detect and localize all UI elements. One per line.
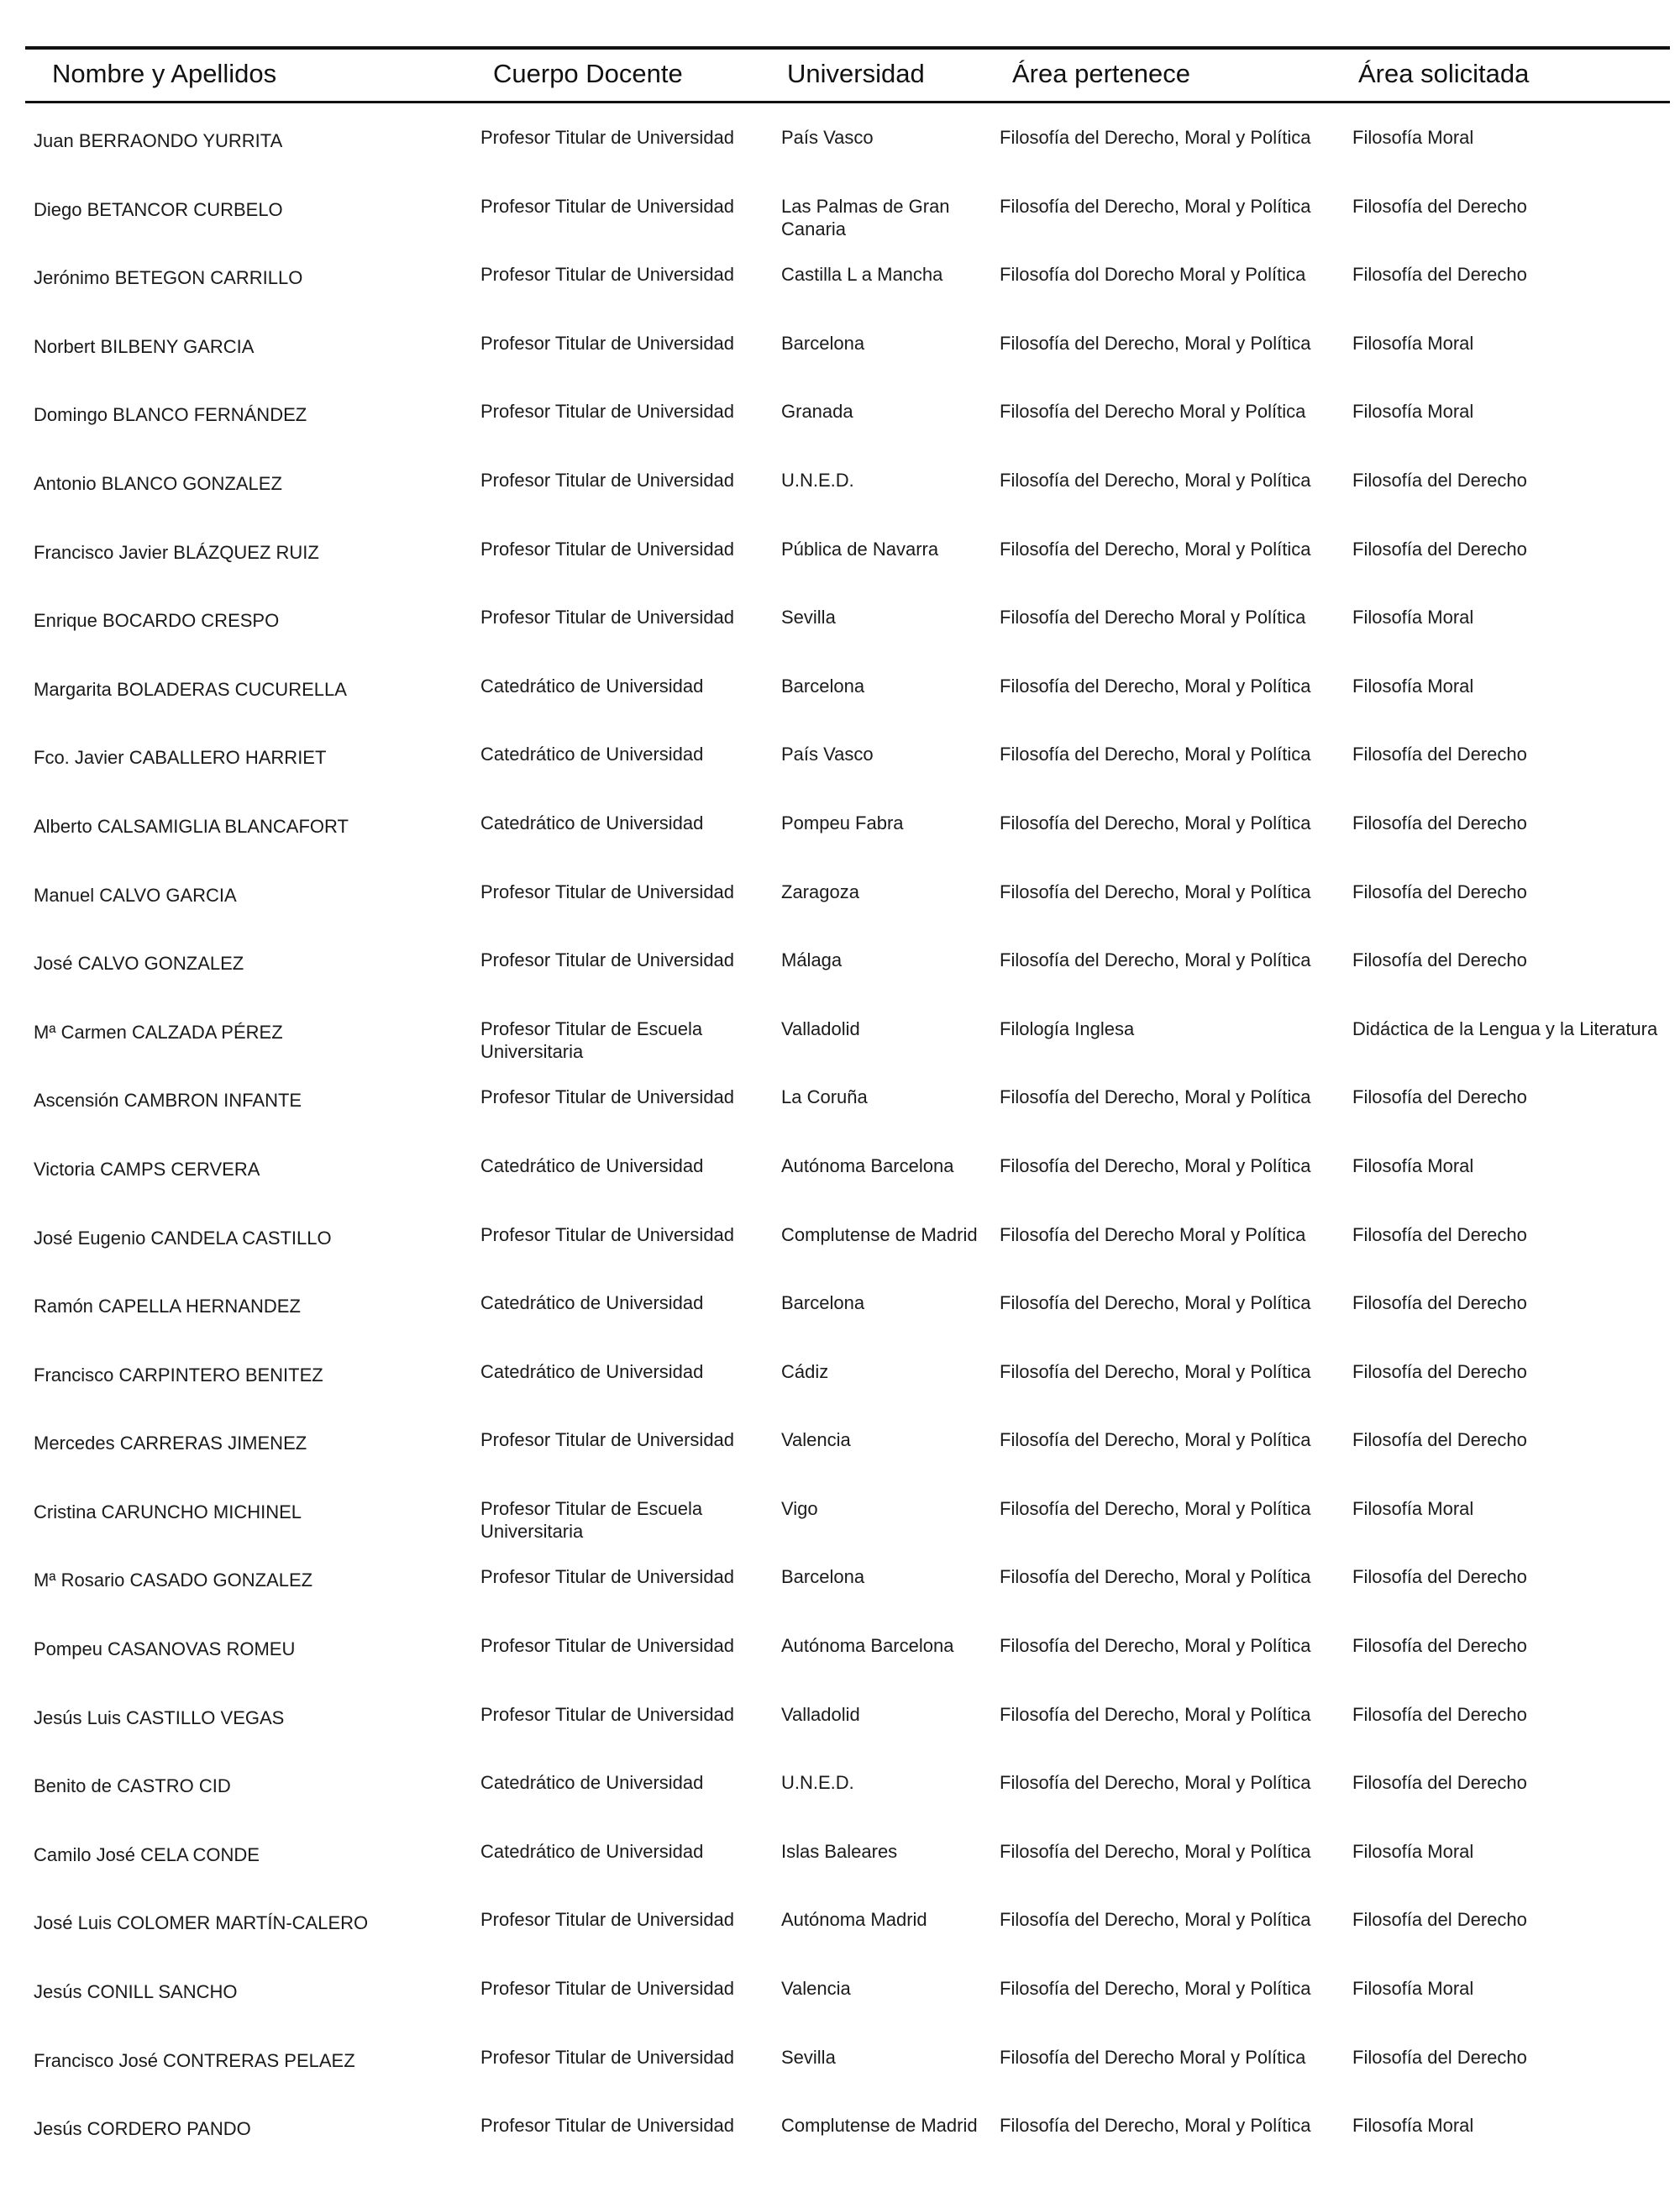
- table-row: [0, 1634, 1680, 1703]
- cell-universidad: Valladolid: [781, 1703, 860, 1725]
- cell-area-solicitada: Filosofía Moral: [1352, 401, 1474, 423]
- header-universidad: Universidad: [787, 59, 925, 88]
- cell-area-solicitada: Filosofía Moral: [1352, 607, 1474, 628]
- cell-area-pertenece: Filosofía del Derecho, Moral y Política: [1000, 1429, 1311, 1451]
- cell-cuerpo: Profesor Titular de Universidad: [480, 1086, 735, 1108]
- table-row: [0, 1771, 1680, 1840]
- table-header: [0, 52, 1680, 98]
- table-row: [0, 195, 1680, 264]
- cell-cuerpo: Profesor Titular de Escuela Universitaria: [480, 1497, 703, 1542]
- cell-area-solicitada: Filosofía del Derecho: [1352, 1223, 1527, 1245]
- cell-cuerpo: Profesor Titular de Universidad: [480, 264, 735, 286]
- cell-area-pertenece: Filosofía del Derecho, Moral y Política: [1000, 1360, 1311, 1382]
- cell-area-solicitada: Filosofía del Derecho: [1352, 1360, 1527, 1382]
- table-row: [0, 1154, 1680, 1223]
- cell-universidad: Sevilla: [781, 607, 836, 628]
- cell-cuerpo: Catedrático de Universidad: [480, 1292, 704, 1314]
- cell-cuerpo: Profesor Titular de Universidad: [480, 1909, 735, 1931]
- cell-area-solicitada: Filosofía del Derecho: [1352, 264, 1527, 286]
- cell-cuerpo: Catedrático de Universidad: [480, 744, 704, 765]
- cell-universidad: Valladolid: [781, 1017, 860, 1039]
- cell-nombre: Victoria CAMPS CERVERA: [34, 1158, 260, 1180]
- cell-cuerpo: Profesor Titular de Universidad: [480, 607, 735, 628]
- table-row: [0, 743, 1680, 812]
- cell-universidad: País Vasco: [781, 744, 874, 765]
- cell-universidad: Valencia: [781, 1978, 851, 2000]
- cell-nombre: Antonio BLANCO GONZALEZ: [34, 472, 282, 494]
- cell-nombre: Domingo BLANCO FERNÁNDEZ: [34, 404, 307, 426]
- table-row: [0, 538, 1680, 607]
- table-row: [0, 332, 1680, 401]
- table-row: [0, 1086, 1680, 1154]
- cell-area-solicitada: Filosofía del Derecho: [1352, 1292, 1527, 1314]
- cell-nombre: Ramón CAPELLA HERNANDEZ: [34, 1296, 301, 1317]
- cell-nombre: Norbert BILBENY GARCIA: [34, 335, 255, 357]
- cell-universidad: Valencia: [781, 1429, 851, 1451]
- cell-nombre: Mª Carmen CALZADA PÉREZ: [34, 1021, 283, 1043]
- header-top-rule: [25, 46, 1670, 50]
- cell-area-solicitada: Filosofía del Derecho: [1352, 1635, 1527, 1657]
- cell-area-solicitada: Filosofía Moral: [1352, 332, 1474, 354]
- cell-cuerpo: Catedrático de Universidad: [480, 812, 704, 833]
- header-bottom-rule: [25, 101, 1670, 103]
- cell-cuerpo: Profesor Titular de Universidad: [480, 332, 735, 354]
- cell-area-solicitada: Filosofía del Derecho: [1352, 812, 1527, 833]
- cell-area-solicitada: Filosofía del Derecho: [1352, 949, 1527, 971]
- cell-nombre: Pompeu CASANOVAS ROMEU: [34, 1638, 296, 1660]
- cell-nombre: Diego BETANCOR CURBELO: [34, 198, 283, 220]
- cell-area-pertenece: Filosofía del Derecho, Moral y Política: [1000, 744, 1311, 765]
- cell-area-pertenece: Filosofía del Derecho, Moral y Política: [1000, 469, 1311, 491]
- cell-nombre: José CALVO GONZALEZ: [34, 953, 244, 975]
- cell-nombre: Juan BERRAONDO YURRITA: [34, 130, 283, 151]
- table-row: [0, 1977, 1680, 2046]
- cell-area-solicitada: Filosofía del Derecho: [1352, 1566, 1527, 1588]
- header-nombre: Nombre y Apellidos: [52, 59, 277, 88]
- cell-universidad: País Vasco: [781, 127, 874, 148]
- cell-area-pertenece: Filosofía del Derecho Moral y Política: [1000, 2046, 1306, 2068]
- cell-cuerpo: Profesor Titular de Universidad: [480, 2046, 735, 2068]
- cell-cuerpo: Profesor Titular de Universidad: [480, 127, 735, 148]
- cell-area-solicitada: Filosofía del Derecho: [1352, 1086, 1527, 1108]
- cell-area-pertenece: Filosofía del Derecho, Moral y Política: [1000, 1154, 1311, 1176]
- cell-universidad: Zaragoza: [781, 881, 859, 902]
- cell-cuerpo: Profesor Titular de Universidad: [480, 1978, 735, 2000]
- cell-area-pertenece: Filosofía del Derecho, Moral y Política: [1000, 1292, 1311, 1314]
- cell-universidad: Complutense de Madrid: [781, 1223, 978, 1245]
- cell-universidad: Barcelona: [781, 332, 865, 354]
- cell-nombre: Jesús Luis CASTILLO VEGAS: [34, 1706, 285, 1728]
- cell-area-pertenece: Filosofía del Derecho, Moral y Política: [1000, 1703, 1311, 1725]
- cell-area-pertenece: Filosofía del Derecho, Moral y Política: [1000, 1909, 1311, 1931]
- cell-area-solicitada: Filosofía Moral: [1352, 1497, 1474, 1519]
- cell-area-pertenece: Filosofía del Derecho, Moral y Política: [1000, 1086, 1311, 1108]
- cell-area-pertenece: Filosofía del Derecho, Moral y Política: [1000, 1497, 1311, 1519]
- cell-nombre: Francisco Javier BLÁZQUEZ RUIZ: [34, 541, 319, 563]
- table-row: [0, 2114, 1680, 2183]
- cell-universidad: Las Palmas de Gran Canaria: [781, 195, 950, 239]
- table-row: [0, 469, 1680, 538]
- cell-nombre: Fco. Javier CABALLERO HARRIET: [34, 747, 327, 769]
- table-row: [0, 606, 1680, 675]
- header-area-solicitada: Área solicitada: [1358, 59, 1530, 88]
- table-row: [0, 2046, 1680, 2115]
- cell-area-solicitada: Filosofía Moral: [1352, 127, 1474, 148]
- cell-universidad: Barcelona: [781, 675, 865, 697]
- cell-nombre: Francisco José CONTRERAS PELAEZ: [34, 2049, 355, 2071]
- cell-nombre: Alberto CALSAMIGLIA BLANCAFORT: [34, 815, 349, 837]
- cell-cuerpo: Profesor Titular de Universidad: [480, 195, 735, 217]
- cell-nombre: Camilo José CELA CONDE: [34, 1843, 260, 1865]
- cell-area-pertenece: Filosofía del Derecho, Moral y Política: [1000, 1566, 1311, 1588]
- cell-area-pertenece: Filosofía del Derecho Moral y Política: [1000, 401, 1306, 423]
- cell-cuerpo: Profesor Titular de Universidad: [480, 1429, 735, 1451]
- cell-universidad: Vigo: [781, 1497, 818, 1519]
- table-row: [0, 1703, 1680, 1772]
- cell-area-pertenece: Filología Inglesa: [1000, 1017, 1135, 1039]
- header-area-pertenece: Área pertenece: [1012, 59, 1190, 88]
- table-row: [0, 881, 1680, 949]
- table-row: [0, 675, 1680, 744]
- cell-nombre: José Luis COLOMER MARTÍN-CALERO: [34, 1912, 369, 1934]
- table-row: [0, 1291, 1680, 1360]
- cell-area-solicitada: Filosofía del Derecho: [1352, 538, 1527, 560]
- cell-area-pertenece: Filosofía del Derecho, Moral y Política: [1000, 127, 1311, 148]
- cell-nombre: Margarita BOLADERAS CUCURELLA: [34, 678, 347, 700]
- table-row: [0, 126, 1680, 195]
- table-body: [0, 126, 1680, 2183]
- cell-universidad: Complutense de Madrid: [781, 2115, 978, 2137]
- cell-universidad: Pompeu Fabra: [781, 812, 904, 833]
- cell-universidad: Málaga: [781, 949, 843, 971]
- cell-nombre: José Eugenio CANDELA CASTILLO: [34, 1227, 332, 1249]
- cell-area-solicitada: Filosofía del Derecho: [1352, 1909, 1527, 1931]
- cell-cuerpo: Profesor Titular de Universidad: [480, 1635, 735, 1657]
- cell-cuerpo: Profesor Titular de Universidad: [480, 469, 735, 491]
- cell-cuerpo: Profesor Titular de Universidad: [480, 2115, 735, 2137]
- table-row: [0, 1565, 1680, 1634]
- cell-universidad: Islas Baleares: [781, 1840, 898, 1862]
- cell-area-solicitada: Filosofía Moral: [1352, 675, 1474, 697]
- cell-universidad: Granada: [781, 401, 853, 423]
- cell-cuerpo: Catedrático de Universidad: [480, 1840, 704, 1862]
- cell-area-pertenece: Filosofía del Derecho, Moral y Política: [1000, 812, 1311, 833]
- cell-nombre: Enrique BOCARDO CRESPO: [34, 610, 280, 632]
- cell-nombre: Jesús CONILL SANCHO: [34, 1981, 238, 2003]
- cell-area-pertenece: Filosofía del Derecho, Moral y Política: [1000, 195, 1311, 217]
- cell-area-pertenece: Filosofía del Derecho, Moral y Política: [1000, 1772, 1311, 1794]
- table-row: [0, 1497, 1680, 1566]
- cell-area-pertenece: Filosofía del Derecho, Moral y Política: [1000, 881, 1311, 902]
- cell-universidad: Castilla L a Mancha: [781, 264, 943, 286]
- cell-cuerpo: Profesor Titular de Escuela Universitaria: [480, 1017, 703, 1062]
- cell-area-solicitada: Filosofía del Derecho: [1352, 469, 1527, 491]
- cell-area-pertenece: Filosofía del Derecho, Moral y Política: [1000, 2115, 1311, 2137]
- cell-nombre: Jesús CORDERO PANDO: [34, 2118, 251, 2140]
- table-row: [0, 1017, 1680, 1086]
- cell-cuerpo: Profesor Titular de Universidad: [480, 1223, 735, 1245]
- cell-cuerpo: Catedrático de Universidad: [480, 1360, 704, 1382]
- cell-nombre: Jerónimo BETEGON CARRILLO: [34, 267, 303, 289]
- cell-nombre: Cristina CARUNCHO MICHINEL: [34, 1501, 302, 1522]
- cell-universidad: Autónoma Barcelona: [781, 1635, 954, 1657]
- cell-universidad: U.N.E.D.: [781, 469, 854, 491]
- cell-cuerpo: Catedrático de Universidad: [480, 675, 704, 697]
- cell-area-pertenece: Filosofía del Derecho, Moral y Política: [1000, 538, 1311, 560]
- cell-cuerpo: Catedrático de Universidad: [480, 1154, 704, 1176]
- cell-area-pertenece: Filosofía del Derecho Moral y Política: [1000, 1223, 1306, 1245]
- cell-universidad: Autónoma Madrid: [781, 1909, 927, 1931]
- cell-nombre: Ascensión CAMBRON INFANTE: [34, 1090, 302, 1112]
- cell-cuerpo: Catedrático de Universidad: [480, 1772, 704, 1794]
- cell-area-pertenece: Filosofía dol Dorecho Moral y Política: [1000, 264, 1306, 286]
- cell-area-solicitada: Filosofía del Derecho: [1352, 881, 1527, 902]
- cell-universidad: U.N.E.D.: [781, 1772, 854, 1794]
- cell-nombre: Benito de CASTRO CID: [34, 1775, 231, 1797]
- cell-cuerpo: Profesor Titular de Universidad: [480, 881, 735, 902]
- cell-area-solicitada: Didáctica de la Lengua y la Literatura: [1352, 1017, 1658, 1039]
- cell-area-pertenece: Filosofía del Derecho, Moral y Política: [1000, 332, 1311, 354]
- cell-area-pertenece: Filosofía del Derecho, Moral y Política: [1000, 1840, 1311, 1862]
- cell-area-pertenece: Filosofía del Derecho, Moral y Política: [1000, 675, 1311, 697]
- cell-cuerpo: Profesor Titular de Universidad: [480, 1703, 735, 1725]
- cell-universidad: Autónoma Barcelona: [781, 1154, 954, 1176]
- cell-universidad: La Coruña: [781, 1086, 868, 1108]
- cell-area-solicitada: Filosofía Moral: [1352, 2115, 1474, 2137]
- cell-cuerpo: Profesor Titular de Universidad: [480, 949, 735, 971]
- cell-area-solicitada: Filosofía del Derecho: [1352, 2046, 1527, 2068]
- cell-area-solicitada: Filosofía Moral: [1352, 1978, 1474, 2000]
- cell-area-solicitada: Filosofía del Derecho: [1352, 1429, 1527, 1451]
- cell-cuerpo: Profesor Titular de Universidad: [480, 401, 735, 423]
- table-row: [0, 1428, 1680, 1497]
- cell-area-solicitada: Filosofía Moral: [1352, 1840, 1474, 1862]
- table-row: [0, 812, 1680, 881]
- cell-area-pertenece: Filosofía del Derecho Moral y Política: [1000, 607, 1306, 628]
- table-row: [0, 1840, 1680, 1909]
- cell-area-solicitada: Filosofía del Derecho: [1352, 1772, 1527, 1794]
- cell-area-pertenece: Filosofía del Derecho, Moral y Política: [1000, 1635, 1311, 1657]
- table-row: [0, 263, 1680, 332]
- cell-nombre: Francisco CARPINTERO BENITEZ: [34, 1364, 323, 1386]
- table-row: [0, 1360, 1680, 1429]
- cell-universidad: Sevilla: [781, 2046, 836, 2068]
- cell-universidad: Barcelona: [781, 1292, 865, 1314]
- cell-area-pertenece: Filosofía del Derecho, Moral y Política: [1000, 949, 1311, 971]
- cell-cuerpo: Profesor Titular de Universidad: [480, 1566, 735, 1588]
- table-row: [0, 1908, 1680, 1977]
- cell-area-solicitada: Filosofía del Derecho: [1352, 195, 1527, 217]
- table-row: [0, 949, 1680, 1017]
- cell-area-pertenece: Filosofía del Derecho, Moral y Política: [1000, 1978, 1311, 2000]
- table-row: [0, 1223, 1680, 1292]
- cell-nombre: Mercedes CARRERAS JIMENEZ: [34, 1433, 307, 1454]
- cell-area-solicitada: Filosofía Moral: [1352, 1154, 1474, 1176]
- cell-nombre: Mª Rosario CASADO GONZALEZ: [34, 1570, 313, 1591]
- cell-cuerpo: Profesor Titular de Universidad: [480, 538, 735, 560]
- cell-universidad: Cádiz: [781, 1360, 829, 1382]
- cell-universidad: Barcelona: [781, 1566, 865, 1588]
- table-row: [0, 400, 1680, 469]
- cell-nombre: Manuel CALVO GARCIA: [34, 884, 237, 906]
- cell-area-solicitada: Filosofía del Derecho: [1352, 1703, 1527, 1725]
- header-cuerpo: Cuerpo Docente: [493, 59, 683, 88]
- cell-area-solicitada: Filosofía del Derecho: [1352, 744, 1527, 765]
- cell-universidad: Pública de Navarra: [781, 538, 939, 560]
